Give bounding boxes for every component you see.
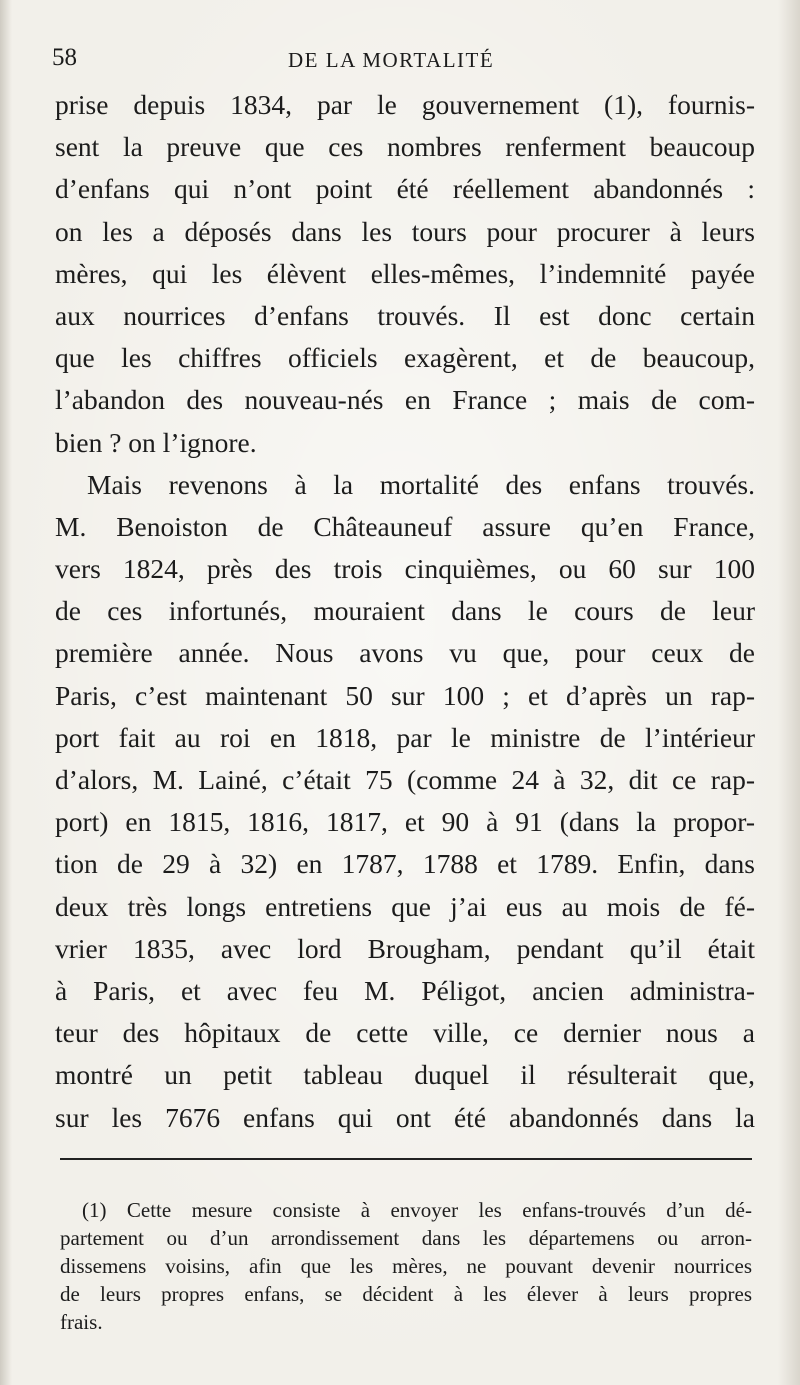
footnote-line: de leurs propres enfans, se décident à les élever à leurs propres — [60, 1282, 752, 1306]
body-line: deux très longs entretiens que j’ai eus au mois de fé- — [55, 890, 755, 922]
body-line: prise depuis 1834, par le gouvernement (1), fournis- — [55, 89, 755, 120]
body-line: d’enfans qui n’ont point été réellement abandonnés : — [55, 173, 755, 205]
body-line: port fait au roi en 1818, par le ministre de l’intérieur — [55, 721, 755, 753]
body-line: vers 1824, près des trois cinquièmes, ou 60 sur 100 — [55, 553, 755, 585]
running-head — [52, 44, 752, 78]
page-shadow-right — [778, 0, 800, 1385]
page-shadow-left — [0, 0, 12, 1385]
page-number: 58 — [52, 44, 77, 71]
body-line: aux nourrices d’enfans trouvés. Il est donc certain — [55, 299, 755, 331]
body-line: on les a déposés dans les tours pour procurer à leurs — [55, 215, 755, 247]
body-line: de ces infortunés, mouraient dans le cours de leur — [55, 595, 755, 627]
body-line: sent la preuve que ces nombres renferment beaucoup — [55, 131, 755, 163]
footnote-line: (1) Cette mesure consiste à envoyer les enfans-trouvés d’un dé- — [82, 1198, 752, 1222]
running-title: DE LA MORTALITÉ — [288, 48, 495, 72]
footnote-line: dissemens voisins, afin que les mères, ne pouvant devenir nourrices — [60, 1254, 752, 1278]
body-line: teur des hôpitaux de cette ville, ce dernier nous a — [55, 1017, 755, 1049]
body-line: d’alors, M. Lainé, c’était 75 (comme 24 à 32, dit ce rap- — [55, 764, 755, 795]
body-text — [55, 84, 755, 1139]
body-line: bien ? on l’ignore. — [55, 426, 257, 458]
body-line: M. Benoiston de Châteauneuf assure qu’en France, — [55, 510, 755, 542]
footnote-rule — [60, 1158, 752, 1160]
body-line: à Paris, et avec feu M. Péligot, ancien administra- — [55, 974, 755, 1006]
footnotes — [60, 1196, 752, 1336]
body-line: montré un petit tableau duquel il résulterait que, — [55, 1059, 755, 1091]
body-line: sur les 7676 enfans qui ont été abandonnés dans la — [55, 1101, 755, 1133]
body-line: port) en 1815, 1816, 1817, et 90 à 91 (dans la propor- — [55, 806, 755, 838]
body-line: vrier 1835, avec lord Brougham, pendant qu’il était — [55, 932, 755, 964]
body-line: tion de 29 à 32) en 1787, 1788 et 1789. Enfin, dans — [55, 848, 755, 880]
body-line: l’abandon des nouveau-nés en France ; mais de com- — [55, 384, 755, 416]
body-line: Paris, c’est maintenant 50 sur 100 ; et d’après un rap- — [55, 679, 755, 711]
paragraph-start-line: Mais revenons à la mortalité des enfans trouvés. — [87, 468, 755, 500]
footnote-line: frais. — [60, 1310, 103, 1334]
body-line: mères, qui les élèvent elles-mêmes, l’indemnité payée — [55, 257, 755, 289]
body-line: que les chiffres officiels exagèrent, et de beaucoup, — [55, 342, 755, 374]
body-line: première année. Nous avons vu que, pour ceux de — [55, 637, 755, 669]
footnote-line: partement ou d’un arrondissement dans les départemens ou arron- — [60, 1226, 752, 1250]
